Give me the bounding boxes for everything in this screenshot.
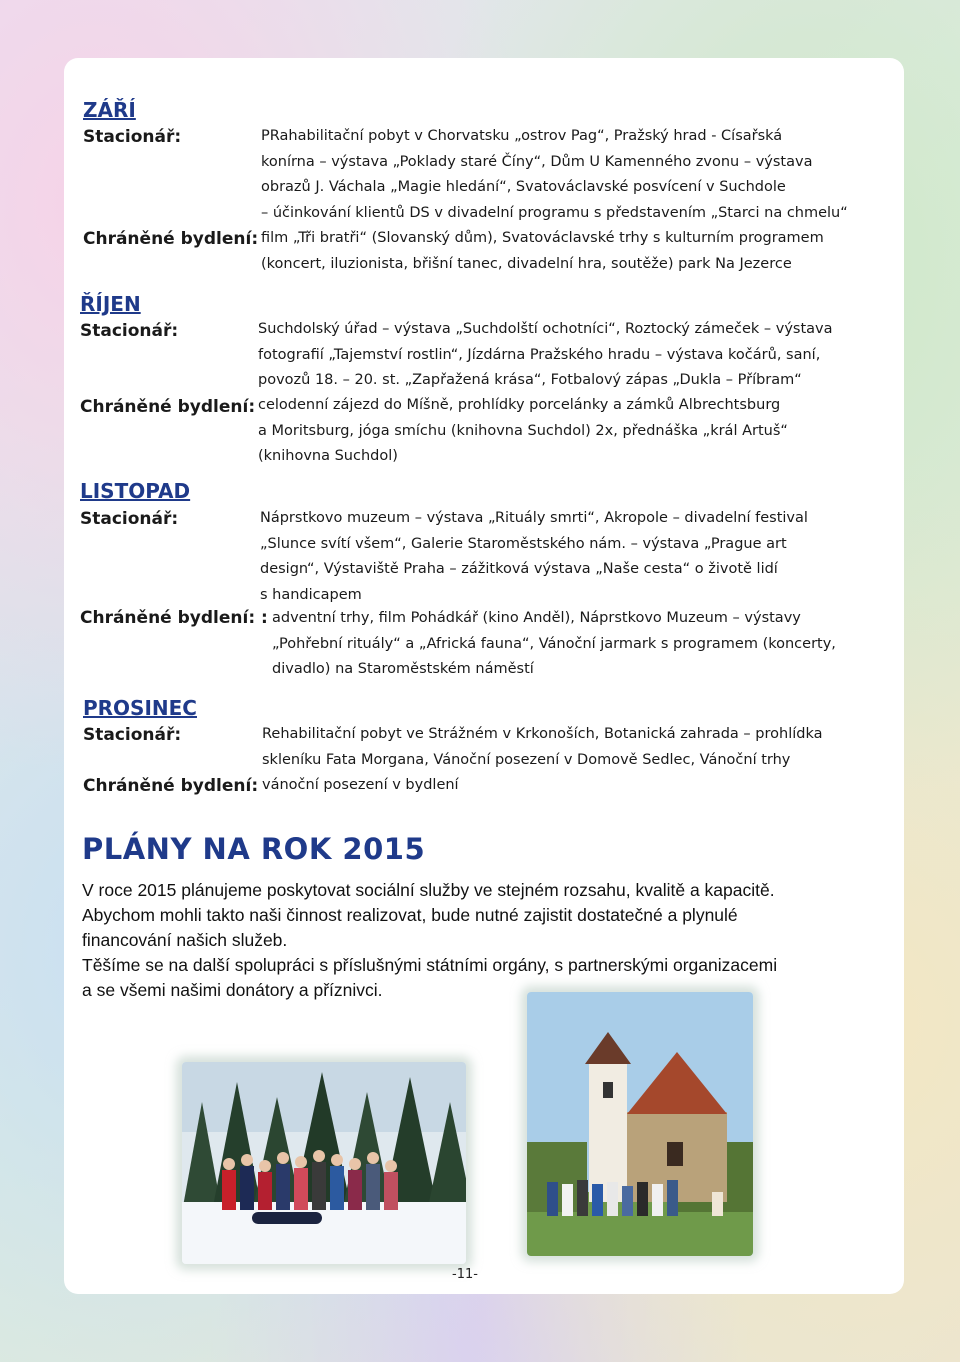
text-line: „Pohřební rituály“ a „Africká fauna“, Vánoční jarmark s programem (koncerty, (272, 635, 836, 652)
text-line: (knihovna Suchdol) (258, 448, 398, 464)
page-card (64, 58, 904, 1294)
text-line: V roce 2015 plánujeme poskytovat sociální služby ve stejném rozsahu, kvalitě a kapacitě. (82, 880, 775, 900)
page-number: -11- (452, 1267, 478, 1282)
stacionar-label: Stacionář: (83, 127, 182, 147)
stacionar-label: Stacionář: (83, 725, 182, 745)
text-line: – účinkování klientů DS v divadelní programu s představením „Starci na chmelu“ (261, 204, 848, 221)
bydleni-label: Chráněné bydlení: : (80, 608, 268, 628)
church-group-photo (527, 992, 753, 1256)
text-line: Náprstkovo muzeum – výstava „Rituály smrti“, Akropole – divadelní festival (260, 510, 808, 526)
text-line: Suchdolský úřad – výstava „Suchdolští ochotníci“, Roztocký zámeček – výstava (258, 321, 833, 337)
bydleni-text (261, 226, 824, 277)
text-line: skleníku Fata Morgana, Vánoční posezení v Domově Sedlec, Vánoční trhy (262, 751, 791, 768)
stacionar-label: Stacionář: (80, 509, 179, 529)
text-line: divadlo) na Staroměstském náměstí (272, 661, 534, 677)
text-line: „Slunce svítí všem“, Galerie Staroměstského nám. – výstava „Prague art (260, 535, 787, 552)
text-line: vánoční posezení v bydlení (262, 777, 459, 793)
bydleni-text (262, 773, 459, 799)
month-heading-prosinec: PROSINEC (83, 696, 197, 720)
stacionar-text (260, 506, 808, 608)
bydleni-text (272, 606, 836, 683)
bydleni-text (258, 393, 788, 470)
text-line: Těšíme se na další spolupráci s příslušnými státními orgány, s partnerskými organizacemi (82, 955, 778, 975)
text-line: konírna – výstava „Poklady staré Číny“, Dům U Kamenného zvonu – výstava (261, 153, 813, 170)
plans-title: PLÁNY NA ROK 2015 (82, 832, 426, 866)
text-line: Rehabilitační pobyt ve Strážném v Krkonoších, Botanická zahrada – prohlídka (262, 726, 823, 742)
stacionar-text (261, 124, 848, 226)
bydleni-label: Chráněné bydlení: (83, 229, 259, 249)
text-line: obrazů J. Váchala „Magie hledání“, Svatováclavské posvícení v Suchdole (261, 179, 786, 195)
stacionar-label: Stacionář: (80, 321, 179, 341)
text-line: fotografií „Tajemství rostlin“, Jízdárna Pražského hradu – výstava kočárů, saní, (258, 346, 821, 363)
month-heading-rijen: ŘÍJEN (80, 292, 141, 316)
stacionar-text (258, 317, 833, 394)
text-line: a Moritsburg, jóga smíchu (knihovna Suchdol) 2x, přednáška „král Artuš“ (258, 422, 788, 439)
text-line: PRahabilitační pobyt v Chorvatsku „ostrov Pag“, Pražský hrad - Císařská (261, 128, 783, 144)
text-line: povozů 18. – 20. st. „Zapřažená krása“, Fotbalový zápas „Dukla – Příbram“ (258, 372, 802, 388)
text-line: film „Tři bratři“ (Slovanský dům), Svatováclavské trhy s kulturním programem (261, 230, 824, 246)
text-line: design“, Výstaviště Praha – zážitková výstava „Naše cesta“ o životě lidí (260, 561, 778, 577)
winter-group-photo (182, 1062, 466, 1264)
stacionar-text (262, 722, 822, 773)
text-line: (koncert, iluzionista, břišní tanec, divadelní hra, soutěže) park Na Jezerce (261, 255, 792, 272)
bydleni-label: Chráněné bydlení: (83, 776, 259, 796)
text-line: Abychom mohli takto naši činnost realizovat, bude nutné zajistit dostatečné a plynulé (82, 905, 738, 925)
text-line: a se všemi našimi donátory a příznivci. (82, 980, 383, 1000)
month-heading-listopad: LISTOPAD (80, 479, 191, 503)
month-heading-zari: ZÁŘÍ (83, 98, 136, 122)
plans-text (82, 878, 777, 1003)
text-line: financování našich služeb. (82, 930, 288, 950)
winter-group-image (182, 1062, 466, 1264)
church-group-image (527, 992, 753, 1256)
text-line: adventní trhy, film Pohádkář (kino Anděl), Náprstkovo Muzeum – výstavy (272, 610, 801, 626)
bydleni-label: Chráněné bydlení: (80, 397, 256, 417)
text-line: celodenní zájezd do Míšně, prohlídky porcelánky a zámků Albrechtsburg (258, 397, 781, 413)
text-line: s handicapem (260, 586, 362, 603)
